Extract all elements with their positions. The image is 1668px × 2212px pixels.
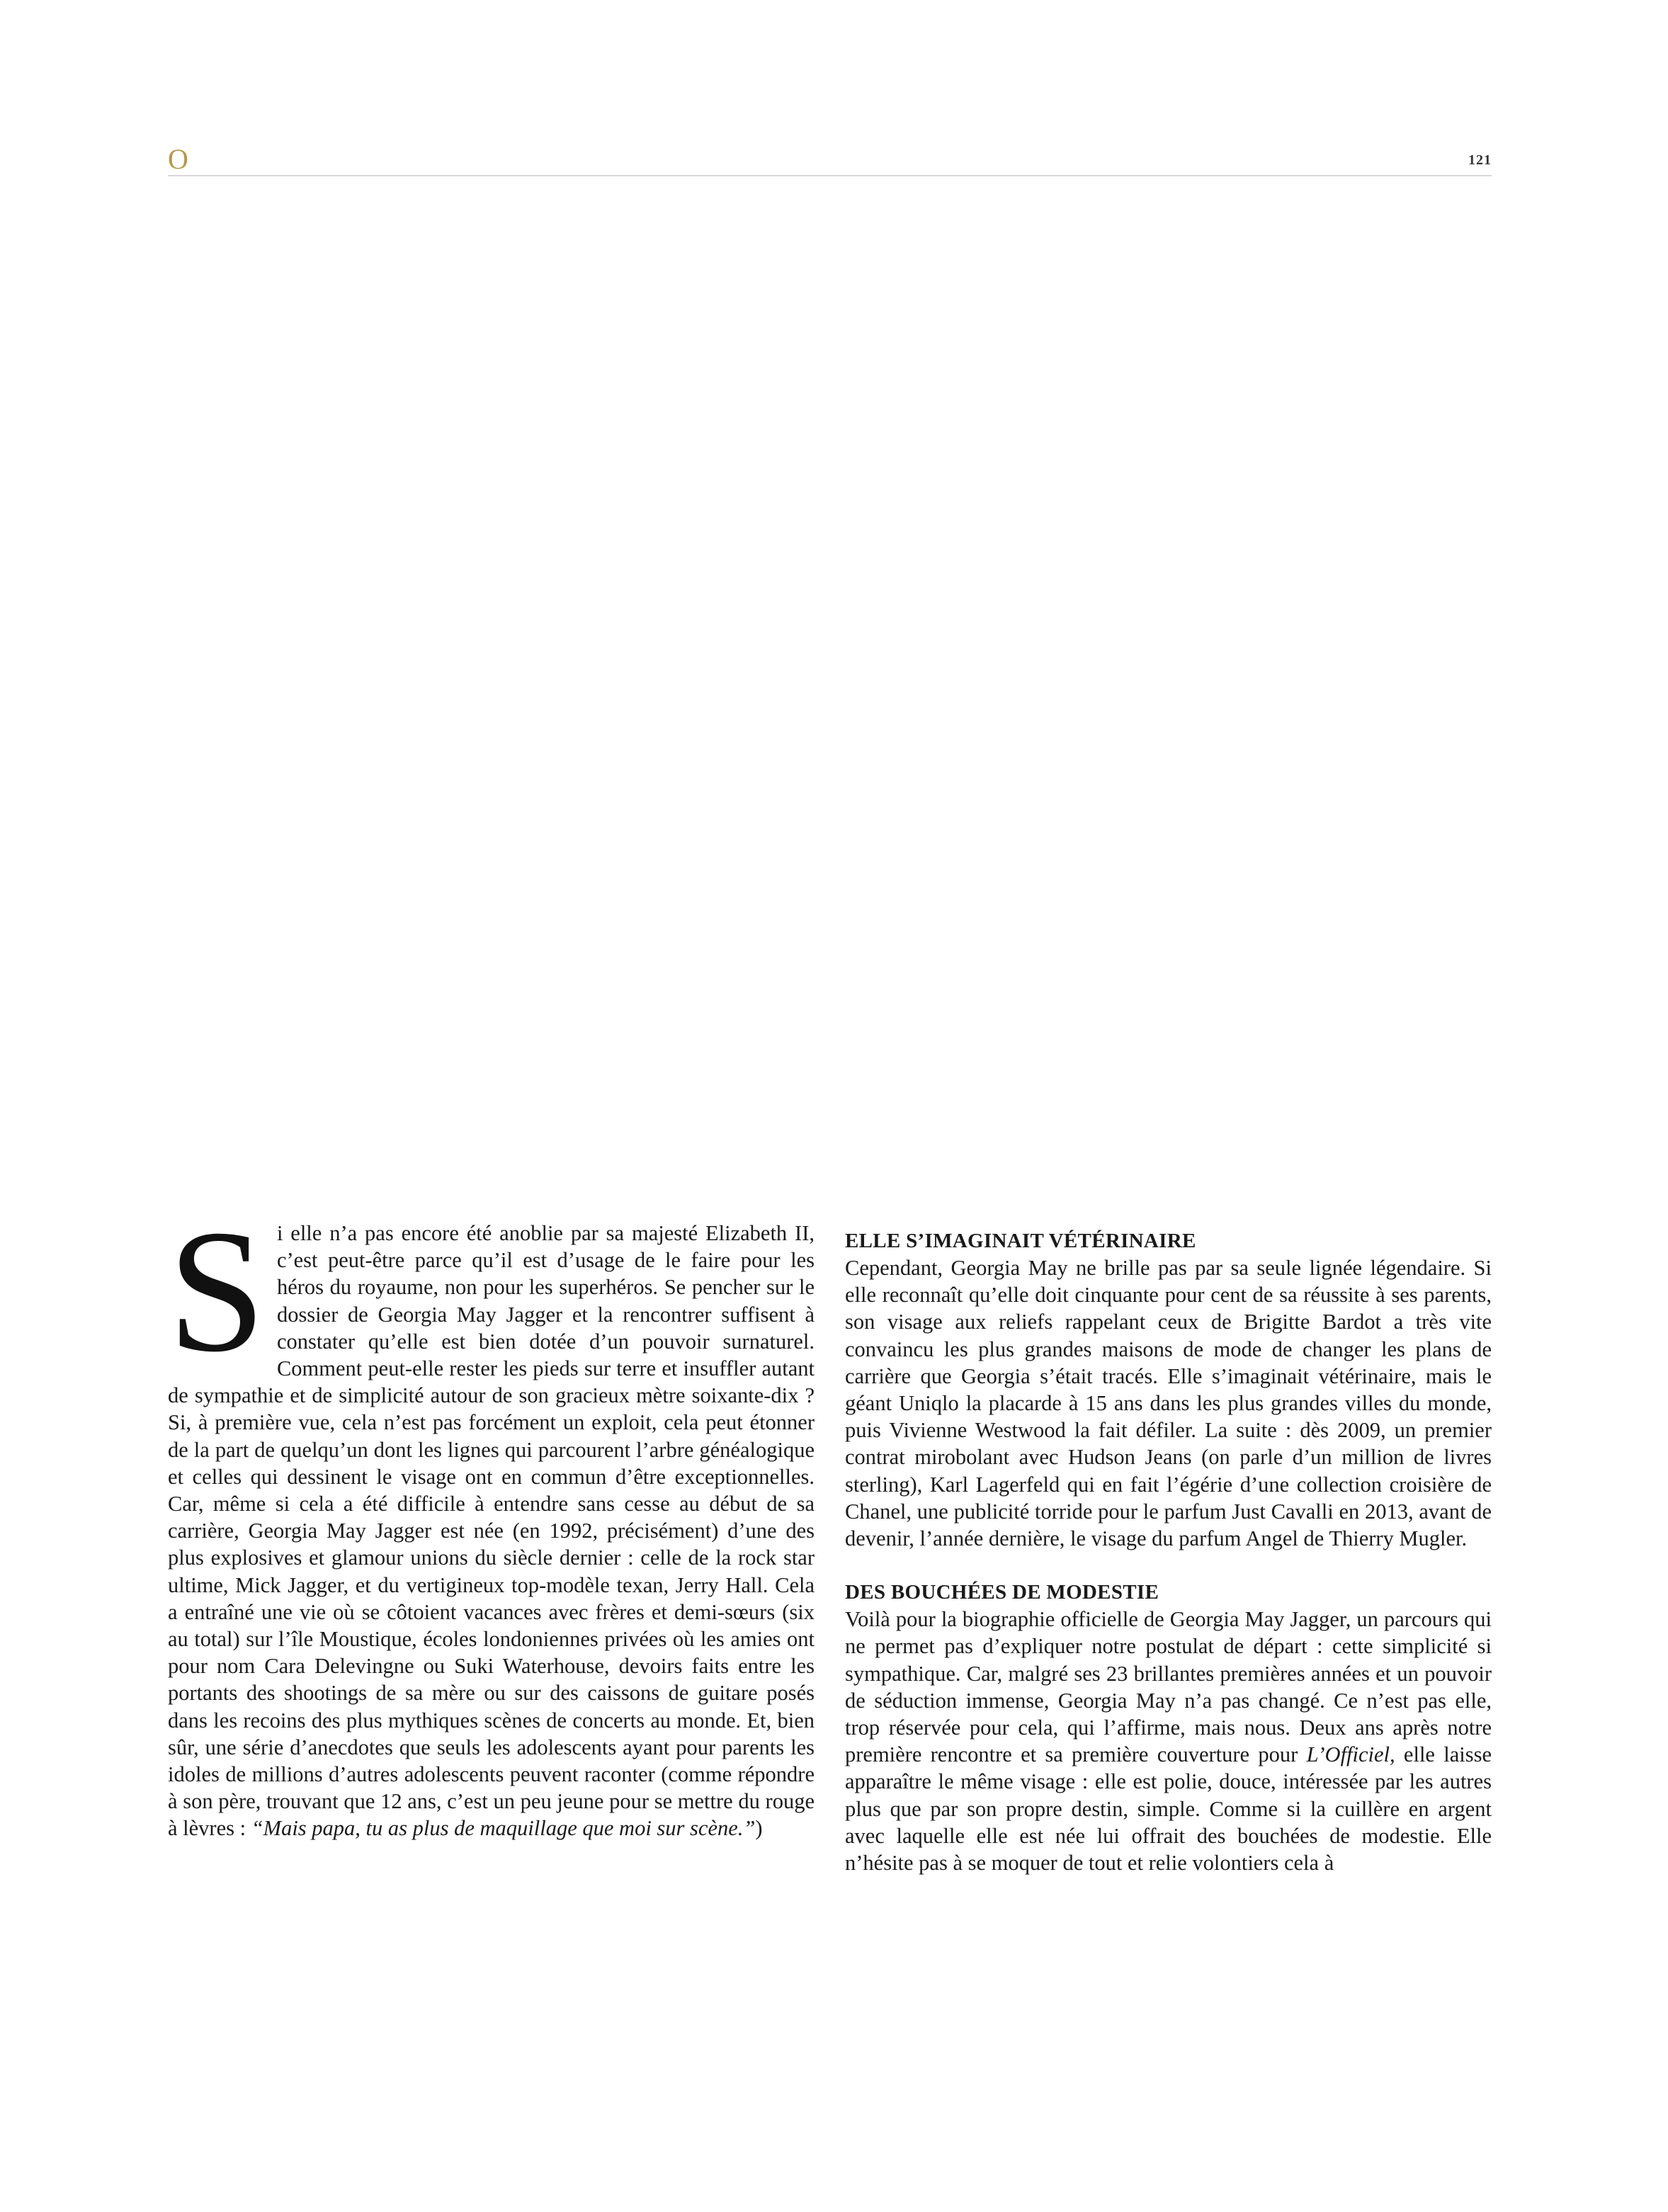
modesty-text-1: Voilà pour la biographie officielle de Georgia May Jagger, un parcours qui ne permet pas d’expliquer notre postulat de départ : cette simplicité si sympathique. Car, malgré ses 23 brillantes premières années et un pouvoir de séduction immense, Georgia May n’a pas changé. Ce n’est pas elle, trop réservée pour cela, qui l’affirme, mais nous. Deux ans après notre première rencontre et sa première couverture pour [845,1607,1492,1767]
magazine-name: L’Officiel, [1306,1742,1395,1767]
intro-quote: “Mais papa, tu as plus de maquillage que moi sur scène.” [251,1816,756,1841]
section-gap [845,1552,1492,1579]
subheading-modestie: DES BOUCHÉES DE MODESTIE [845,1581,1159,1604]
page-number: 121 [1468,152,1492,168]
article-left-column [168,1193,815,1842]
magazine-logo-mark: O [168,143,188,175]
subheading-veterinaire: ELLE S’IMAGINAIT VÉTÉRINAIRE [845,1230,1196,1252]
intro-end: ) [755,1816,763,1841]
page-header [168,145,1492,176]
drop-cap: S [168,1193,266,1388]
intro-text: i elle n’a pas encore été anoblie par sa majesté Elizabeth II, c’est peut-être parce qu’il est d’usage de le faire pour les héros du royaume, non pour les superhéros. Se pencher sur le dossier de Georgia May Jagger et la rencontrer suffisent à constater qu’elle est bien dotée d’un pouvoir surnaturel. Comment peut-elle rester les pieds sur terre et insuffler autant de sympathie et de simplicité autour de son gracieux mètre soixante-dix ? Si, à première vue, cela n’est pas forcément un exploit, cela peut étonner de la part de quelqu’un dont les lignes qui parcourent l’arbre généalogique et celles qui dessinent le visage ont en commun d’être exceptionnelles. Car, même si cela a été difficile à entendre sans cesse au début de sa carrière, Georgia May Jagger est née (en 1992, précisément) d’une des plus explosives et glamour unions du siècle dernier : celle de la rock star ultime, Mick Jagger, et du vertigineux top-modèle texan, Jerry Hall. Cela a entraîné une vie où se côtoient vacances avec frères et demi-sœurs (six au total) sur l’île Moustique, écoles londoniennes privées où les amies ont pour nom Cara Delevingne ou Suki Waterhouse, devoirs faits entre les portants des shootings de sa mère ou sur des caissons de guitare posés dans les recoins des plus mythiques scènes de concerts au monde. Et, bien sûr, une série d’anecdotes que seuls les adolescents ayant pour parents les idoles de millions d’autres adolescents peuvent raconter (comme répondre à son père, trouvant que 12 ans, c’est un peu jeune pour se mettre du rouge à lèvres : [168,1221,815,1841]
modesty-paragraph [845,1606,1492,1876]
career-paragraph: Cependant, Georgia May ne brille pas par sa seule lignée légendaire. Si elle reconnaît qu’elle doit cinquante pour cent de sa réussite à ses parents, son visage aux reliefs rappelant ceux de Brigitte Bardot a très vite convaincu les plus grandes maisons de mode de changer les plans de carrière que Georgia s’était tracés. Elle s’imaginait vétérinaire, mais le géant Uniqlo la placarde à 15 ans dans les plus grandes villes du monde, puis Vivienne Westwood la fait défiler. La suite : dès 2009, un premier contrat mirobolant avec Hudson Jeans (on parle d’un million de livres sterling), Karl Lagerfeld qui en fait l’égérie d’une collection croisière de Chanel, une publicité torride pour le parfum Just Cavalli en 2013, avant de devenir, l’année dernière, le visage du parfum Angel de Thierry Mugler. [845,1256,1492,1551]
modesty-text-2: elle laisse apparaître le même visage : elle est polie, douce, intéressée par les autres plus que par son propre destin, simple. Comme si la cuillère en argent avec laquelle elle est née lui offrait des bouchées de modestie. Elle n’hésite pas à se moquer de tout et relie volontiers cela à [845,1742,1492,1876]
article-right-column [845,1227,1492,1876]
